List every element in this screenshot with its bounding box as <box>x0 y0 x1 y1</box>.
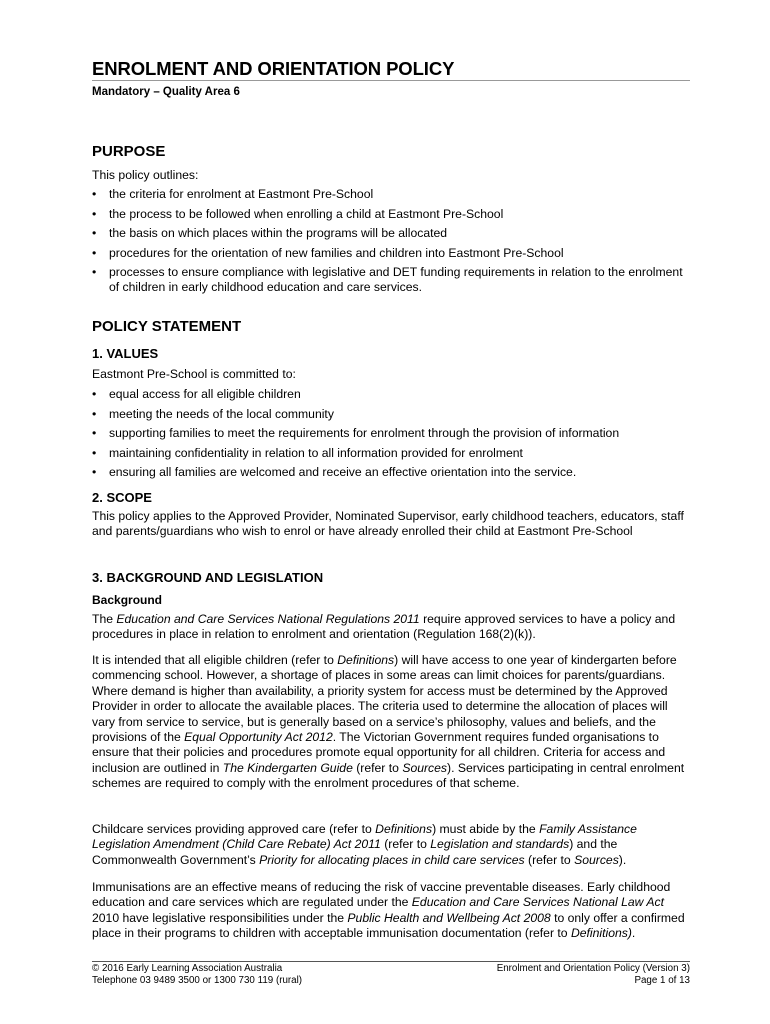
footer-doc-title: Enrolment and Orientation Policy (Version 3) <box>496 963 690 974</box>
list-item: • meeting the needs of the local community <box>92 406 334 421</box>
footer-right <box>390 963 690 987</box>
values-intro: Eastmont Pre-School is committed to: <box>92 367 296 381</box>
list-item: • the process to be followed when enrolling a child at Eastmont Pre-School <box>92 206 504 221</box>
purpose-bullet-list <box>92 187 690 300</box>
values-heading: 1. VALUES <box>92 346 159 361</box>
page-subtitle: Mandatory – Quality Area 6 <box>92 86 240 98</box>
list-item: • equal access for all eligible children <box>92 387 301 401</box>
background-paragraph-3: Childcare services providing approved care (refer to Definitions) must abide by the Family Assistance Legislation Amendment (Child Care Rebate) Act 2011 (refer to Legislation and standards) and the Commonwealth Government’s Priority for allocating places in child care services (refer to Sources). <box>92 822 637 867</box>
policy-statement-heading: POLICY STATEMENT <box>92 318 242 335</box>
background-paragraph-1: The Education and Care Services National Regulations 2011 require approved services to have a policy and procedures in place in relation to enrolment and orientation (Regulation 168(2)(k)). <box>92 612 676 642</box>
footer-page-number: Page 1 of 13 <box>634 975 690 986</box>
scope-heading: 2. SCOPE <box>92 490 152 505</box>
list-item: • maintaining confidentiality in relation to all information provided for enrolment <box>92 445 523 460</box>
list-item: • supporting families to meet the requirements for enrolment through the provision of information <box>92 426 620 441</box>
background-subheading: Background <box>92 593 163 607</box>
list-item: • the basis on which places within the programs will be allocated <box>92 226 448 241</box>
background-legislation-heading: 3. BACKGROUND AND LEGISLATION <box>92 570 324 585</box>
scope-text: This policy applies to the Approved Provider, Nominated Supervisor, early childhood teachers, educators, staff and parents/guardians who wish to enrol or have already enrolled their child at Eastmont Pre-School <box>92 509 684 539</box>
list-item: • the criteria for enrolment at Eastmont Pre-School <box>92 187 374 201</box>
footer-copyright: © 2016 Early Learning Association Australia <box>92 963 283 974</box>
values-bullet-list <box>92 387 690 485</box>
list-item: • ensuring all families are welcomed and receive an effective orientation into the service. <box>92 465 577 480</box>
page-title: ENROLMENT AND ORIENTATION POLICY <box>92 58 455 79</box>
purpose-intro: This policy outlines: <box>92 168 199 182</box>
title-divider <box>92 80 690 81</box>
purpose-heading: PURPOSE <box>92 143 166 160</box>
footer-telephone: Telephone 03 9489 3500 or 1300 730 119 (rural) <box>92 975 303 986</box>
list-item: • procedures for the orientation of new families and children into Eastmont Pre-School <box>92 245 564 260</box>
background-paragraph-4: Immunisations are an effective means of reducing the risk of vaccine preventable diseases. Early childhood education and care services which are regulated under the Education and Care Services National Law Act 2010 have legislative responsibilities under the Public Health and Wellbeing Act 2008 to only offer a confirmed place in their programs to children with acceptable immunisation documentation (refer to Definitions). <box>92 880 685 941</box>
footer-divider <box>92 961 690 962</box>
list-item: • processes to ensure compliance with legislative and DET funding requirements in relation to the enrolment of children in early childhood education and care services. <box>92 265 683 295</box>
footer-left <box>92 963 302 987</box>
background-paragraph-2: It is intended that all eligible children (refer to Definitions) will have access to one year of kindergarten before commencing school. However, a shortage of places in some areas can limit choices for parents/guardians. Where demand is higher than availability, a priority system for access must be determined by the Approved Provider in order to allocate the available places. The criteria used to determine the allocation of places will vary from service to service, but is generally based on a service’s philosophy, values and beliefs, and the provisions of the Equal Opportunity Act 2012. The Victorian Government requires funded organisations to ensure that their policies and procedures promote equal opportunity for all children. Criteria for access and inclusion are outlined in The Kindergarten Guide (refer to Sources). Services participating in central enrolment schemes are required to comply with the enrolment procedures of that scheme. <box>92 653 685 791</box>
